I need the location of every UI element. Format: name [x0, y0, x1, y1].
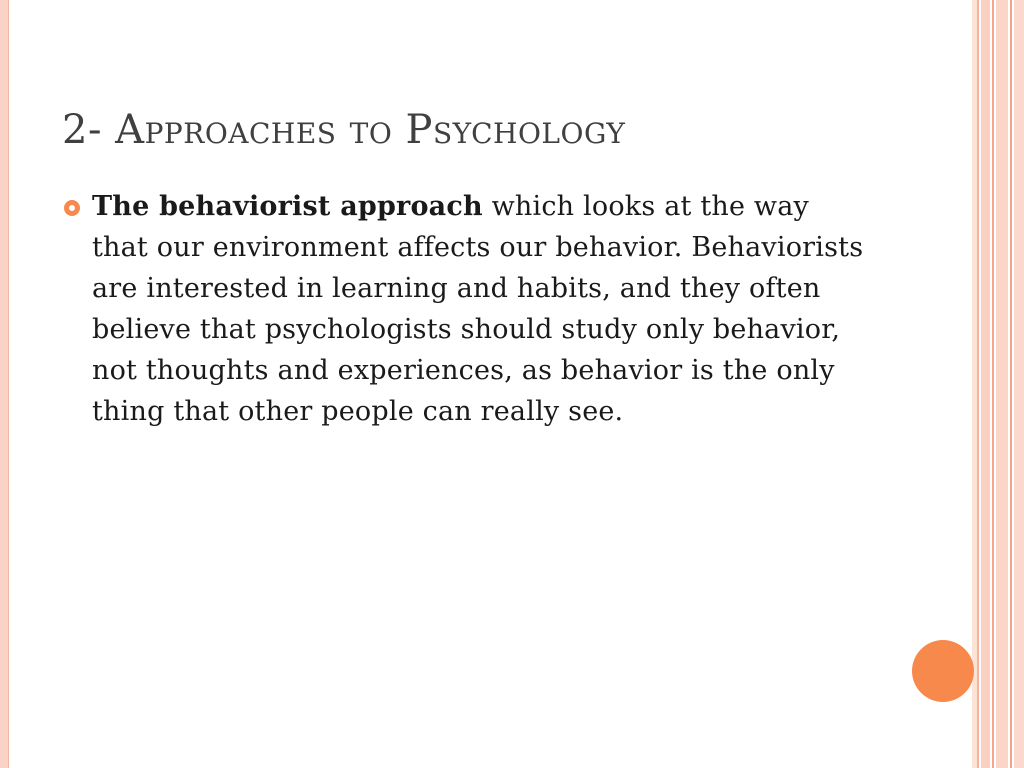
bullet-lead: The behaviorist approach [92, 191, 483, 222]
stripe [992, 0, 994, 768]
bullet-text [92, 186, 872, 432]
stripe [981, 0, 990, 768]
stripe [1014, 0, 1024, 768]
bullet-body: which looks at the way that our environment affects our behavior. Behaviorists are interested in learning and habits, and they often believe that psychologists should study only behavior, not thoughts and experiences, as behavior is the only thing that other people can really see. [92, 191, 864, 427]
slide-title: 2- Approaches to Psychology [62, 107, 626, 153]
stripe [996, 0, 1008, 768]
right-border-stripes [972, 0, 1024, 768]
circle-bullet-icon [64, 200, 80, 216]
orange-circle-decoration [912, 640, 974, 702]
left-border-stripe [0, 0, 9, 768]
stripe [1010, 0, 1012, 768]
stripe [977, 0, 979, 768]
